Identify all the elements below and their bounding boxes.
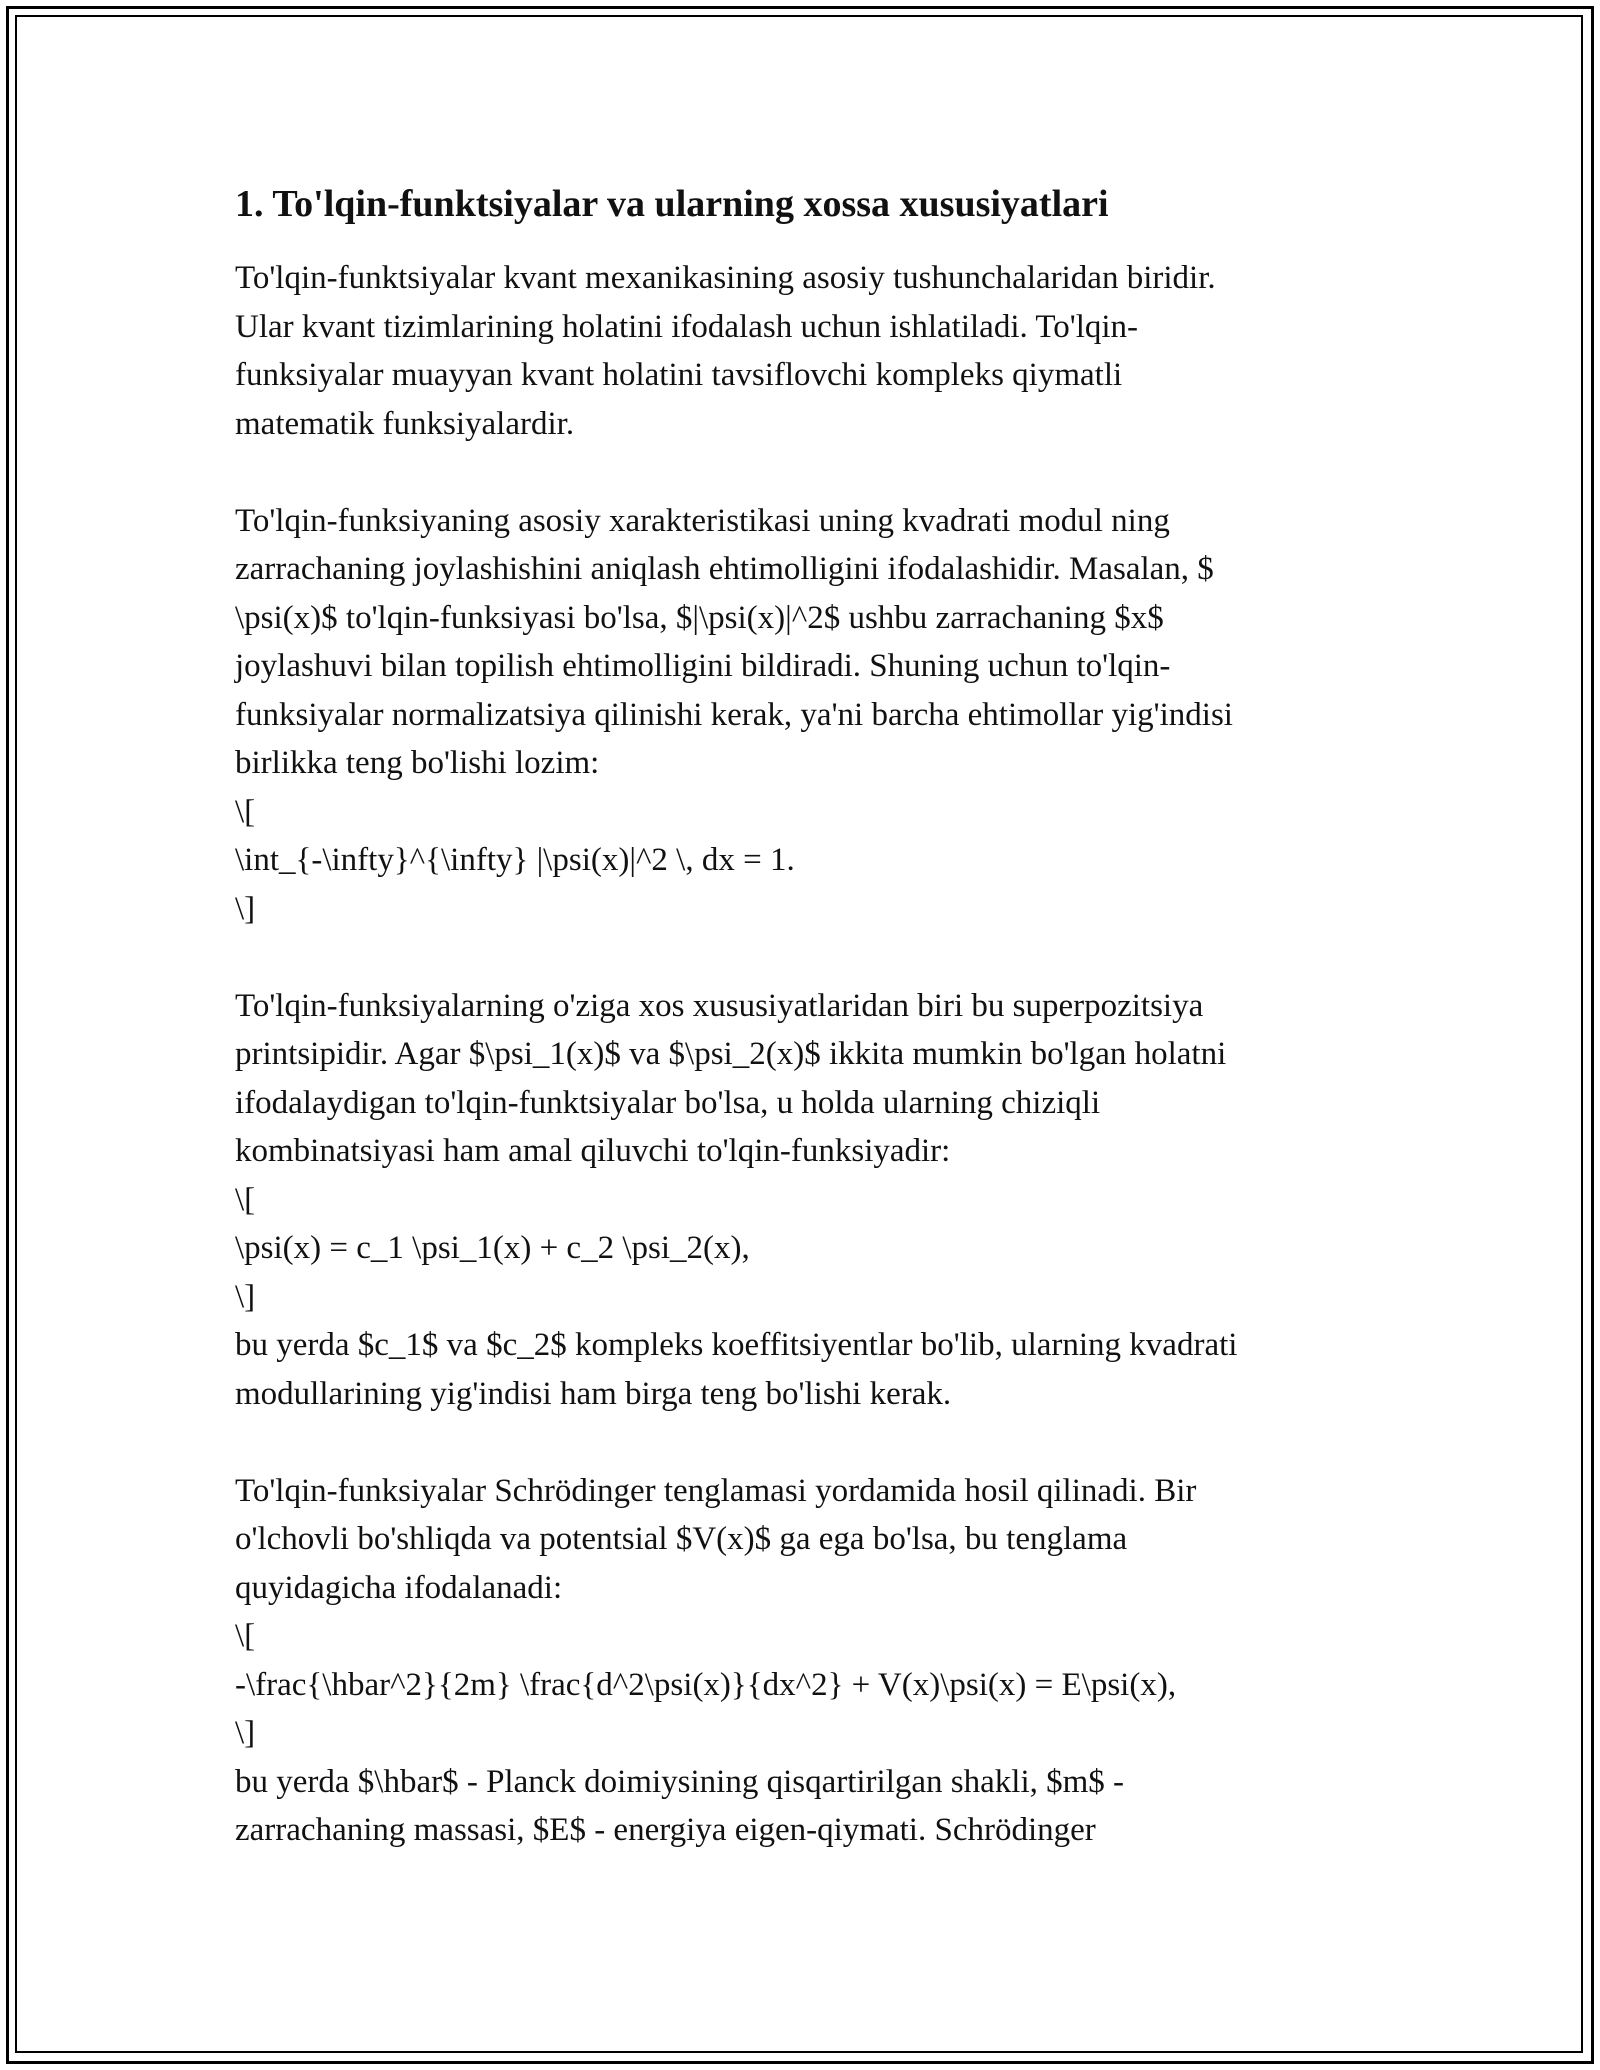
text-line: kombinatsiyasi ham amal qiluvchi to'lqin-funksiyadir: [235, 1133, 951, 1169]
text-line: modullarining yig'indisi ham birga teng bo'lishi kerak. [235, 1375, 952, 1412]
text-line: To'lqin-funksiyalarning o'ziga xos xususiyatlaridan biri bu superpozitsiya [235, 987, 1204, 1024]
equation-open: \[ [235, 1181, 256, 1218]
text-line: funksiyalar muayyan kvant holatini tavsiflovchi kompleks qiymatli [235, 357, 1123, 393]
text-line: To'lqin-funksiyalar Schrödinger tenglamasi yordamida hosil qilinadi. Bir [235, 1472, 1197, 1509]
text-line: ifodalaydigan to'lqin-funktsiyalar bo'lsa, u holda ularning chiziqli [235, 1084, 1101, 1121]
paragraph-gap [235, 933, 1375, 982]
paragraph-gap [235, 448, 1375, 497]
text-line: matematik funksiyalardir. [235, 405, 575, 442]
paragraph-superposition [235, 982, 1375, 1419]
text-line: birlikka teng bo'lishi lozim: [235, 745, 600, 781]
equation-superposition: \psi(x) = c_1 \psi_1(x) + c_2 \psi_2(x), [235, 1230, 750, 1266]
equation-normalization: \int_{-\infty}^{\infty} |\psi(x)|^2 \, dx = 1. [235, 842, 795, 878]
paragraph-gap [235, 1418, 1375, 1467]
text-line: printsipidir. Agar $\psi_1(x)$ va $\psi_2(x)$ ikkita mumkin bo'lgan holatni [235, 1036, 1227, 1072]
paragraph-schrodinger [235, 1467, 1375, 1855]
text-line: joylashuvi bilan topilish ehtimolligini bildiradi. Shuning uchun to'lqin- [235, 648, 1171, 684]
text-line: quyidagicha ifodalanadi: [235, 1569, 563, 1606]
text-line: o'lchovli bo'shliqda va potentsial $V(x)$ ga ega bo'lsa, bu tenglama [235, 1521, 1128, 1557]
text-line: zarrachaning joylashishini aniqlash ehtimolligini ifodalashidir. Masalan, $ [235, 551, 1214, 587]
text-line: To'lqin-funktsiyalar kvant mexanikasining asosiy tushunchalaridan biridir. [235, 260, 1216, 296]
text-line: bu yerda $c_1$ va $c_2$ kompleks koeffitsiyentlar bo'lib, ularning kvadrati [235, 1327, 1238, 1363]
paragraph-intro [235, 254, 1375, 448]
document-body [235, 180, 1375, 1855]
equation-close: \] [235, 1715, 256, 1751]
text-line: To'lqin-funksiyaning asosiy xarakteristikasi uning kvadrati modul ning [235, 502, 1170, 539]
text-line: bu yerda $\hbar$ - Planck doimiysining qisqartirilgan shakli, $m$ - [235, 1763, 1125, 1800]
text-line: funksiyalar normalizatsiya qilinishi kerak, ya'ni barcha ehtimollar yig'indisi [235, 696, 1233, 733]
paragraph-normalization [235, 497, 1375, 934]
equation-open: \[ [235, 1618, 256, 1654]
equation-open: \[ [235, 793, 256, 830]
equation-schrodinger: -\frac{\hbar^2}{2m} \frac{d^2\psi(x)}{dx^2} + V(x)\psi(x) = E\psi(x), [235, 1666, 1177, 1703]
text-line: zarrachaning massasi, $E$ - energiya eigen-qiymati. Schrödinger [235, 1812, 1096, 1848]
section-heading: 1. To'lqin-funktsiyalar va ularning xossa xususiyatlari [235, 183, 1109, 225]
text-line: \psi(x)$ to'lqin-funksiyasi bo'lsa, $|\psi(x)|^2$ ushbu zarrachaning $x$ [235, 599, 1164, 636]
equation-close: \] [235, 890, 256, 927]
equation-close: \] [235, 1278, 256, 1315]
text-line: Ular kvant tizimlarining holatini ifodalash uchun ishlatiladi. To'lqin- [235, 308, 1139, 345]
